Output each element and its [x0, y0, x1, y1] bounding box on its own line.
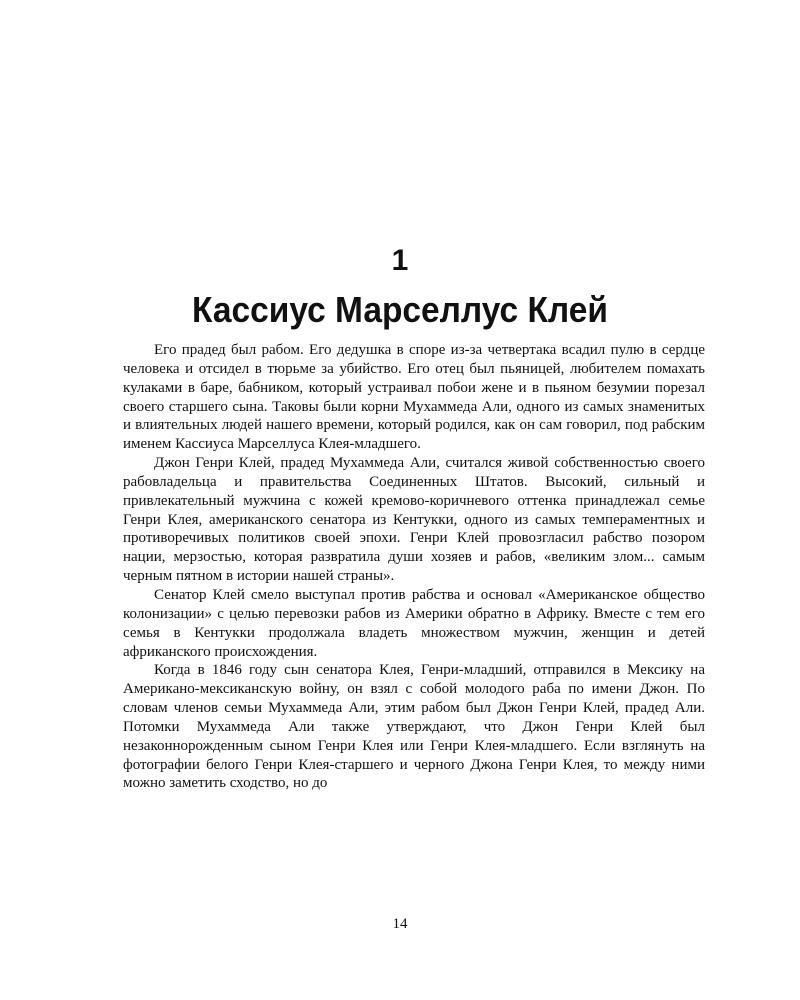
chapter-body: [123, 341, 705, 793]
paragraph: Сенатор Клей смело выступал против рабства и основал «Американское общество колонизации» с целью перевозки рабов из Америки обратно в Африку. Вместе с тем его семья в Кентукки продолжала владеть множеством мужчин, женщин и детей африканского происхождения.: [123, 586, 705, 660]
paragraph: Когда в 1846 году сын сенатора Клея, Генри-младший, отправился в Мексику на Американо-мексиканскую войну, он взял с собой молодого раба по имени Джон. По словам членов семьи Мухаммеда Али, этим рабом был Джон Генри Клей, прадед Али. Потомки Мухаммеда Али также утверждают, что Джон Генри Клей был незаконнорожденным сыном Генри Клея или Генри Клея-младшего. Если взглянуть на фотографии белого Генри Клея-старшего и черного Джона Генри Клея, то между ними можно заметить сходство, но до: [123, 662, 705, 792]
page-number: 14: [392, 916, 408, 932]
paragraph: Его прадед был рабом. Его дедушка в споре из-за четвертака всадил пулю в сердце человека и отсидел в тюрьме за убийство. Его отец был пьяницей, любителем помахать кулаками в баре, бабником, который устраивал побои жене и в пьяном безумии порезал своего старшего сына. Таковы были корни Мухаммеда Али, одного из самых знаменитых и влиятельных людей нашего времени, который родился, как он сам говорил, под рабским именем Кассиуса Марселлуса Клея-младшего.: [123, 342, 705, 453]
chapter-title: Кассиус Марселлус Клей: [192, 289, 608, 330]
chapter-number: 1: [391, 244, 409, 277]
paragraph: Джон Генри Клей, прадед Мухаммеда Али, считался живой собственностью своего рабовладельца и правительства Соединенных Штатов. Высокий, сильный и привлекательный мужчина с кожей кремово-коричневого оттенка принадлежал семье Генри Клея, американского сенатора из Кентукки, одного из самых темпераментных и противоречивых политиков своей эпохи. Генри Клей провозгласил рабство позором нации, мерзостью, которая развратила души хозяев и рабов, «великим злом... самым черным пятном в истории нашей страны».: [123, 455, 705, 585]
